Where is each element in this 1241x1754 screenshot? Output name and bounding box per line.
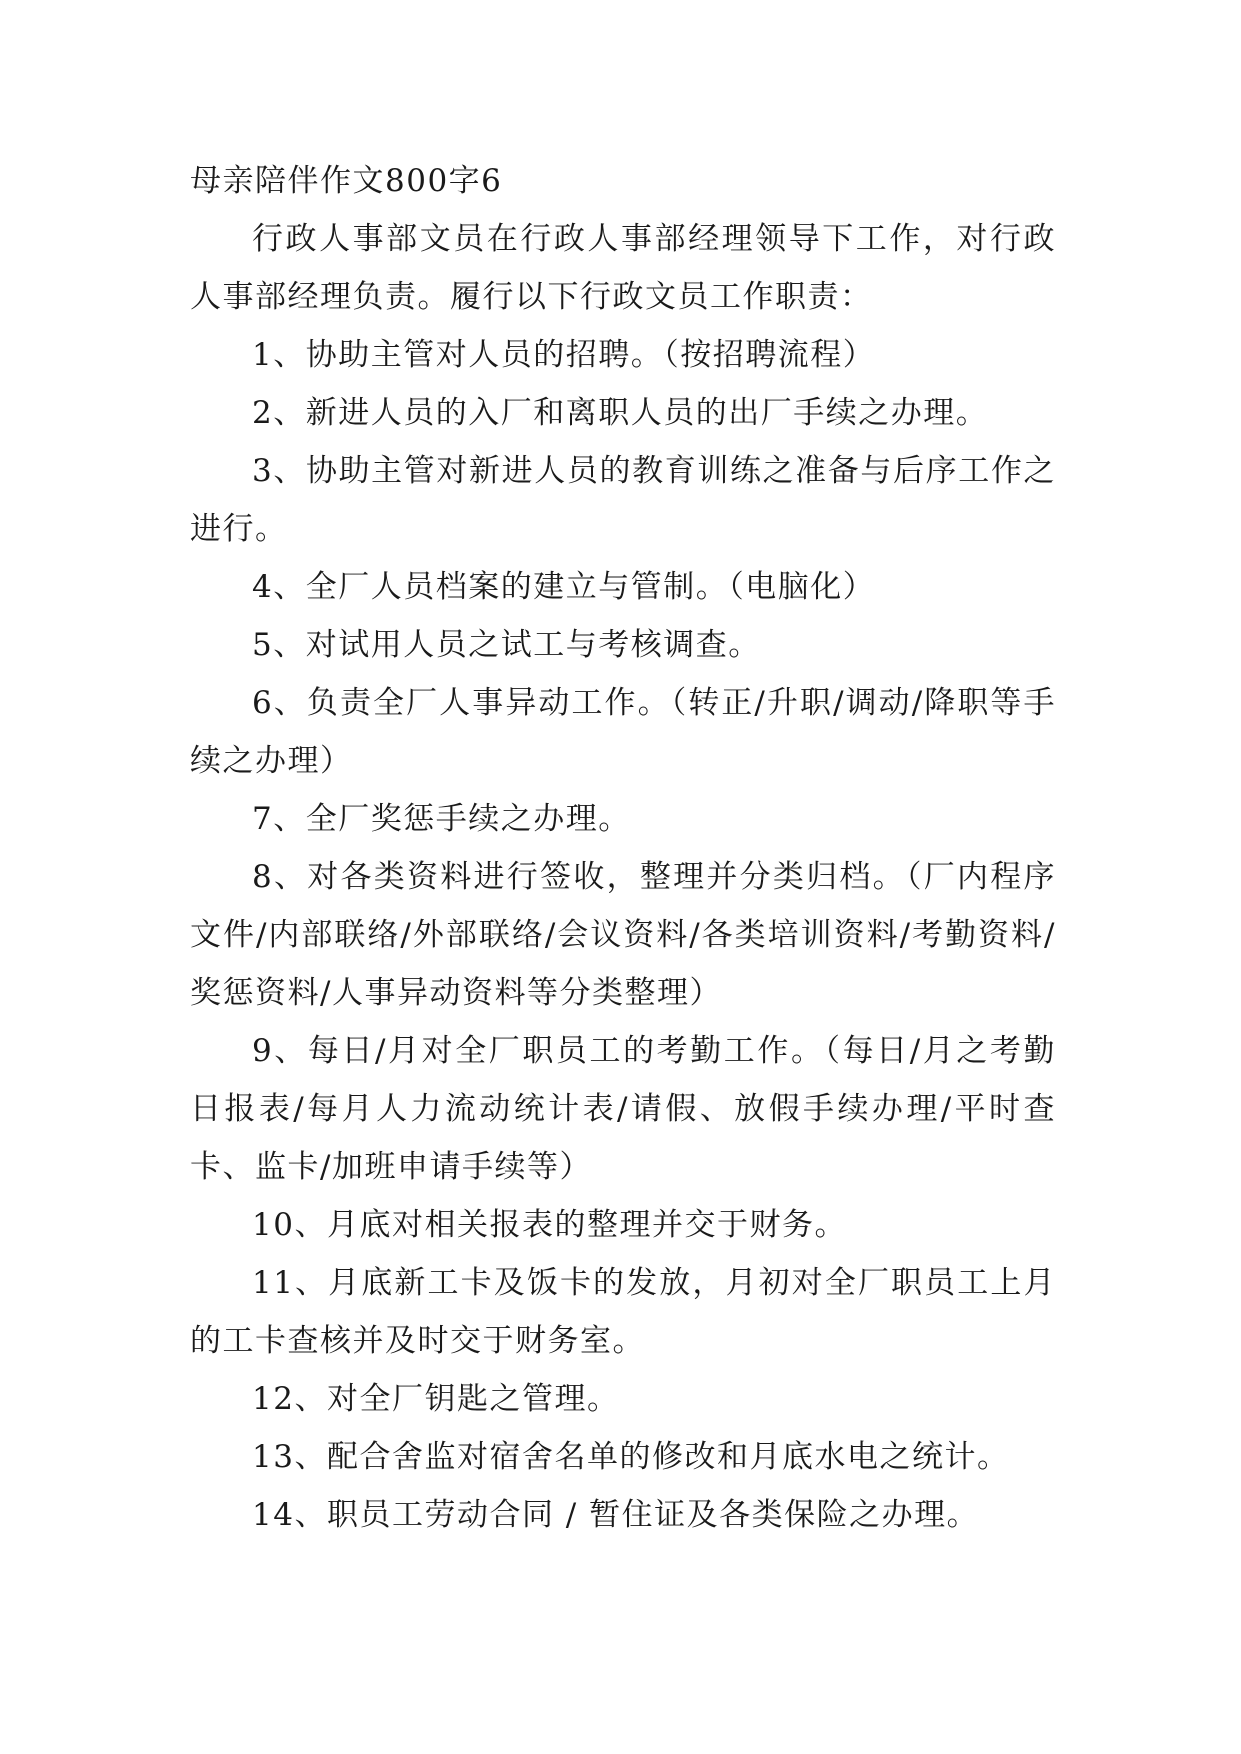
paragraph-intro: 行政人事部文员在行政人事部经理领导下工作，对行政人事部经理负责。履行以下行政文员工作职责： <box>190 221 1056 315</box>
paragraph-item-11: 11、月底新工卡及饭卡的发放，月初对全厂职员工上月的工卡查核并及时交于财务室。 <box>190 1265 1056 1359</box>
paragraph-item-2: 2、新进人员的入厂和离职人员的出厂手续之办理。 <box>252 395 989 431</box>
paragraph-item-12: 12、对全厂钥匙之管理。 <box>252 1381 620 1417</box>
paragraph-item-10: 10、月底对相关报表的整理并交于财务。 <box>252 1207 847 1243</box>
paragraph-item-8: 8、对各类资料进行签收，整理并分类归档。（厂内程序文件/内部联络/外部联络/会议资料/各类培训资料/考勤资料/奖惩资料/人事异动资料等分类整理） <box>190 859 1056 1011</box>
document-body <box>190 152 1056 1544</box>
document-title: 母亲陪伴作文800字6 <box>190 163 503 199</box>
paragraph-item-5: 5、对试用人员之试工与考核调查。 <box>252 627 761 663</box>
paragraph-item-3: 3、协助主管对新进人员的教育训练之准备与后序工作之进行。 <box>190 453 1056 547</box>
paragraph-item-4: 4、全厂人员档案的建立与管制。（电脑化） <box>252 569 876 605</box>
paragraph-item-1: 1、协助主管对人员的招聘。（按招聘流程） <box>252 337 876 373</box>
paragraph-item-13: 13、配合舍监对宿舍名单的修改和月底水电之统计。 <box>252 1439 1010 1475</box>
paragraph-item-6: 6、负责全厂人事异动工作。（转正/升职/调动/降职等手续之办理） <box>190 685 1056 779</box>
paragraph-item-7: 7、全厂奖惩手续之办理。 <box>252 801 631 837</box>
paragraph-item-9: 9、每日/月对全厂职员工的考勤工作。（每日/月之考勤日报表/每月人力流动统计表/请假、放假手续办理/平时查卡、监卡/加班申请手续等） <box>190 1033 1056 1185</box>
paragraph-item-14: 14、职员工劳动合同 / 暂住证及各类保险之办理。 <box>252 1497 980 1533</box>
